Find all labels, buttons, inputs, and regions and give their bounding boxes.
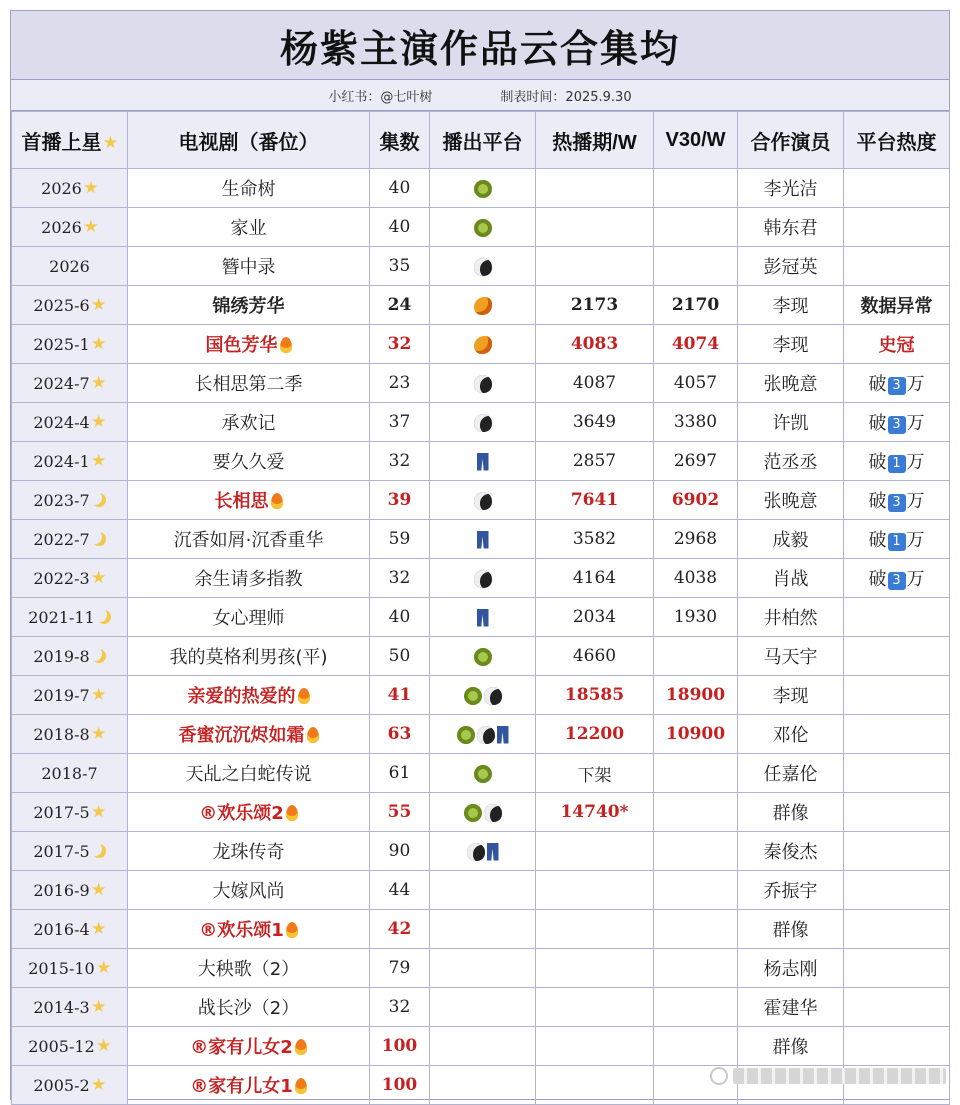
drama-title-cell: 大嫁风尚 bbox=[128, 871, 370, 910]
heat-badge: 1 bbox=[888, 533, 906, 551]
v30-cell bbox=[654, 208, 738, 247]
heat-cell bbox=[844, 754, 950, 793]
heat-badge: 3 bbox=[888, 572, 906, 590]
star-icon bbox=[92, 1078, 106, 1092]
v30-cell bbox=[654, 910, 738, 949]
meta-line bbox=[11, 80, 949, 111]
episodes-cell: 23 bbox=[370, 364, 430, 403]
table-row bbox=[12, 481, 950, 520]
premiere-date-cell: 2015-10 bbox=[12, 949, 128, 988]
star-icon bbox=[92, 805, 106, 819]
table-row bbox=[12, 871, 950, 910]
page-title: 杨紫主演作品云合集均 bbox=[11, 11, 949, 80]
episodes-cell: 100 bbox=[370, 1027, 430, 1066]
episodes-cell: 32 bbox=[370, 988, 430, 1027]
table-row bbox=[12, 403, 950, 442]
platform-cell bbox=[430, 247, 536, 286]
episodes-cell: 41 bbox=[370, 676, 430, 715]
v30-cell bbox=[654, 169, 738, 208]
premiere-date-cell: 2026 bbox=[12, 208, 128, 247]
premiere-date-cell: 2026 bbox=[12, 169, 128, 208]
kiwi-platform-icon bbox=[457, 726, 475, 744]
premiere-date-cell: 2019-8 bbox=[12, 637, 128, 676]
hot-period-cell bbox=[536, 1027, 654, 1066]
episodes-cell: 40 bbox=[370, 208, 430, 247]
heat-cell bbox=[844, 910, 950, 949]
platform-cell bbox=[430, 598, 536, 637]
premiere-date-cell: 2026 bbox=[12, 247, 128, 286]
drama-title-cell: 战长沙（2） bbox=[128, 988, 370, 1027]
drama-title-cell: ®家有儿女1 bbox=[128, 1066, 370, 1105]
premiere-date-cell: 2023-7 bbox=[12, 481, 128, 520]
drama-title-cell: 龙珠传奇 bbox=[128, 832, 370, 871]
platform-cell bbox=[430, 1027, 536, 1066]
fire-icon bbox=[271, 493, 283, 509]
cast-cell: 李现 bbox=[738, 676, 844, 715]
star-icon bbox=[92, 337, 106, 351]
v30-cell bbox=[654, 988, 738, 1027]
heat-cell bbox=[844, 169, 950, 208]
table-row bbox=[12, 208, 950, 247]
drama-title-cell: 亲爱的热爱的 bbox=[128, 676, 370, 715]
premiere-date-cell: 2024-7 bbox=[12, 364, 128, 403]
star-icon bbox=[92, 454, 106, 468]
heat-cell bbox=[844, 676, 950, 715]
ranking-sheet bbox=[10, 10, 950, 1100]
hot-period-cell: 18585 bbox=[536, 676, 654, 715]
drama-title-cell: 要久久爱 bbox=[128, 442, 370, 481]
episodes-cell: 79 bbox=[370, 949, 430, 988]
weibo-logo-icon bbox=[710, 1067, 728, 1085]
episodes-cell: 32 bbox=[370, 325, 430, 364]
drama-title-cell: ®欢乐颂1 bbox=[128, 910, 370, 949]
jeans-platform-icon bbox=[477, 609, 489, 627]
table-row bbox=[12, 364, 950, 403]
made-date: 制表时间：2025.9.30 bbox=[500, 89, 632, 105]
v30-cell: 6902 bbox=[654, 481, 738, 520]
header-platform: 播出平台 bbox=[430, 112, 536, 169]
penguin-platform-icon bbox=[474, 375, 492, 393]
heat-cell: 破 3 万 bbox=[844, 364, 950, 403]
kiwi-platform-icon bbox=[474, 765, 492, 783]
weibo-watermark bbox=[710, 1065, 946, 1087]
header-episodes: 集数 bbox=[370, 112, 430, 169]
table-header-row bbox=[12, 112, 950, 169]
hot-period-cell: 7641 bbox=[536, 481, 654, 520]
platform-cell bbox=[430, 520, 536, 559]
cast-cell: 邓伦 bbox=[738, 715, 844, 754]
mango-platform-icon bbox=[474, 297, 492, 315]
watermark-blurred-text bbox=[733, 1068, 946, 1084]
header-date: 首播上星 bbox=[12, 112, 128, 169]
cast-cell: 李现 bbox=[738, 286, 844, 325]
header-hot-period: 热播期/W bbox=[536, 112, 654, 169]
v30-cell: 4057 bbox=[654, 364, 738, 403]
platform-cell bbox=[430, 325, 536, 364]
star-icon bbox=[84, 181, 98, 195]
cast-cell: 范丞丞 bbox=[738, 442, 844, 481]
table-row bbox=[12, 247, 950, 286]
cast-cell: 马天宇 bbox=[738, 637, 844, 676]
hot-period-cell: 4087 bbox=[536, 364, 654, 403]
hot-period-cell bbox=[536, 832, 654, 871]
heat-badge: 3 bbox=[888, 494, 906, 512]
episodes-cell: 40 bbox=[370, 598, 430, 637]
platform-cell bbox=[430, 286, 536, 325]
heat-badge: 3 bbox=[888, 377, 906, 395]
drama-title-cell: 家业 bbox=[128, 208, 370, 247]
cast-cell: 群像 bbox=[738, 793, 844, 832]
moon-icon bbox=[92, 493, 106, 507]
v30-cell: 10900 bbox=[654, 715, 738, 754]
heat-cell bbox=[844, 1027, 950, 1066]
platform-cell bbox=[430, 637, 536, 676]
hot-period-cell bbox=[536, 169, 654, 208]
cast-cell: 韩东君 bbox=[738, 208, 844, 247]
premiere-date-cell: 2024-1 bbox=[12, 442, 128, 481]
platform-cell bbox=[430, 676, 536, 715]
table-row bbox=[12, 676, 950, 715]
premiere-date-cell: 2005-2 bbox=[12, 1066, 128, 1105]
hot-period-cell: 2173 bbox=[536, 286, 654, 325]
hot-period-cell bbox=[536, 247, 654, 286]
hot-period-cell: 4660 bbox=[536, 637, 654, 676]
fire-icon bbox=[280, 337, 292, 353]
episodes-cell: 37 bbox=[370, 403, 430, 442]
star-icon bbox=[92, 376, 106, 390]
v30-cell bbox=[654, 871, 738, 910]
header-v30: V30/W bbox=[654, 112, 738, 169]
drama-title-cell: 簪中录 bbox=[128, 247, 370, 286]
star-icon bbox=[92, 298, 106, 312]
fire-icon bbox=[295, 1039, 307, 1055]
drama-title-cell: 长相思 bbox=[128, 481, 370, 520]
heat-cell bbox=[844, 793, 950, 832]
drama-title-cell: 香蜜沉沉烬如霜 bbox=[128, 715, 370, 754]
drama-title-cell: 沉香如屑·沉香重华 bbox=[128, 520, 370, 559]
premiere-date-cell: 2017-5 bbox=[12, 793, 128, 832]
moon-icon bbox=[92, 844, 106, 858]
premiere-date-cell: 2016-4 bbox=[12, 910, 128, 949]
heat-text: 史冠 bbox=[878, 335, 915, 356]
drama-title-cell: ®欢乐颂2 bbox=[128, 793, 370, 832]
kiwi-platform-icon bbox=[474, 180, 492, 198]
hot-period-cell bbox=[536, 1066, 654, 1105]
drama-title-cell: ®家有儿女2 bbox=[128, 1027, 370, 1066]
platform-cell bbox=[430, 871, 536, 910]
drama-title-cell: 锦绣芳华 bbox=[128, 286, 370, 325]
heat-badge: 1 bbox=[888, 455, 906, 473]
table-row bbox=[12, 988, 950, 1027]
platform-cell bbox=[430, 403, 536, 442]
table-row bbox=[12, 949, 950, 988]
heat-cell bbox=[844, 637, 950, 676]
cast-cell: 任嘉伦 bbox=[738, 754, 844, 793]
drama-title-cell: 我的莫格利男孩(平) bbox=[128, 637, 370, 676]
source-credit: 小红书：@七叶树 bbox=[328, 89, 433, 105]
star-icon bbox=[92, 883, 106, 897]
table-row bbox=[12, 1027, 950, 1066]
hot-period-cell: 3649 bbox=[536, 403, 654, 442]
episodes-cell: 42 bbox=[370, 910, 430, 949]
platform-cell bbox=[430, 832, 536, 871]
star-icon bbox=[92, 688, 106, 702]
hot-period-cell: 下架 bbox=[536, 754, 654, 793]
premiere-date-cell: 2025-6 bbox=[12, 286, 128, 325]
episodes-cell: 35 bbox=[370, 247, 430, 286]
jeans-platform-icon bbox=[477, 531, 489, 549]
table-row bbox=[12, 286, 950, 325]
table-row bbox=[12, 637, 950, 676]
kiwi-platform-icon bbox=[464, 687, 482, 705]
premiere-date-cell: 2018-7 bbox=[12, 754, 128, 793]
premiere-date-cell: 2005-12 bbox=[12, 1027, 128, 1066]
heat-prefix: 破 bbox=[868, 569, 887, 590]
moon-icon bbox=[92, 532, 106, 546]
cast-cell: 杨志刚 bbox=[738, 949, 844, 988]
heat-cell bbox=[844, 988, 950, 1027]
v30-cell bbox=[654, 247, 738, 286]
v30-cell: 2968 bbox=[654, 520, 738, 559]
cast-cell: 乔振宇 bbox=[738, 871, 844, 910]
premiere-date-cell: 2016-9 bbox=[12, 871, 128, 910]
heat-cell bbox=[844, 832, 950, 871]
table-row bbox=[12, 910, 950, 949]
heat-cell: 破 3 万 bbox=[844, 559, 950, 598]
jeans-platform-icon bbox=[497, 726, 509, 744]
v30-cell bbox=[654, 832, 738, 871]
heat-cell bbox=[844, 715, 950, 754]
penguin-platform-icon bbox=[467, 843, 485, 861]
episodes-cell: 100 bbox=[370, 1066, 430, 1105]
platform-cell bbox=[430, 793, 536, 832]
heat-cell bbox=[844, 871, 950, 910]
hot-period-cell: 2857 bbox=[536, 442, 654, 481]
star-icon bbox=[92, 727, 106, 741]
hot-period-cell: 4164 bbox=[536, 559, 654, 598]
star-icon bbox=[104, 136, 118, 150]
heat-cell bbox=[844, 598, 950, 637]
heat-cell: 破 1 万 bbox=[844, 520, 950, 559]
v30-cell bbox=[654, 949, 738, 988]
platform-cell bbox=[430, 559, 536, 598]
cast-cell: 秦俊杰 bbox=[738, 832, 844, 871]
header-drama: 电视剧（番位） bbox=[128, 112, 370, 169]
header-heat: 平台热度 bbox=[844, 112, 950, 169]
star-icon bbox=[84, 220, 98, 234]
cast-cell: 群像 bbox=[738, 1027, 844, 1066]
v30-cell bbox=[654, 793, 738, 832]
platform-cell bbox=[430, 715, 536, 754]
cast-cell: 彭冠英 bbox=[738, 247, 844, 286]
cast-cell: 霍建华 bbox=[738, 988, 844, 1027]
table-row bbox=[12, 715, 950, 754]
heat-cell: 破 3 万 bbox=[844, 403, 950, 442]
drama-title-cell: 天乩之白蛇传说 bbox=[128, 754, 370, 793]
drama-title-cell: 女心理师 bbox=[128, 598, 370, 637]
heat-cell: 破 3 万 bbox=[844, 481, 950, 520]
hot-period-cell: 4083 bbox=[536, 325, 654, 364]
drama-table bbox=[11, 111, 950, 1105]
drama-title-cell: 长相思第二季 bbox=[128, 364, 370, 403]
platform-cell bbox=[430, 364, 536, 403]
platform-cell bbox=[430, 208, 536, 247]
v30-cell bbox=[654, 754, 738, 793]
cast-cell: 李光洁 bbox=[738, 169, 844, 208]
v30-cell bbox=[654, 1027, 738, 1066]
heat-text: 数据异常 bbox=[860, 296, 933, 317]
cast-cell: 群像 bbox=[738, 910, 844, 949]
star-icon bbox=[97, 1039, 111, 1053]
heat-cell bbox=[844, 247, 950, 286]
platform-cell bbox=[430, 949, 536, 988]
v30-cell: 2170 bbox=[654, 286, 738, 325]
heat-cell bbox=[844, 325, 950, 364]
moon-icon bbox=[97, 610, 111, 624]
penguin-platform-icon bbox=[484, 687, 502, 705]
heat-cell bbox=[844, 286, 950, 325]
penguin-platform-icon bbox=[484, 804, 502, 822]
platform-cell bbox=[430, 481, 536, 520]
platform-cell bbox=[430, 169, 536, 208]
penguin-platform-icon bbox=[474, 258, 492, 276]
v30-cell: 1930 bbox=[654, 598, 738, 637]
hot-period-cell: 2034 bbox=[536, 598, 654, 637]
hot-period-cell: 14740* bbox=[536, 793, 654, 832]
heat-prefix: 破 bbox=[868, 491, 887, 512]
table-row bbox=[12, 442, 950, 481]
table-row bbox=[12, 598, 950, 637]
hot-period-cell bbox=[536, 988, 654, 1027]
episodes-cell: 32 bbox=[370, 559, 430, 598]
hot-period-cell bbox=[536, 871, 654, 910]
v30-cell: 18900 bbox=[654, 676, 738, 715]
jeans-platform-icon bbox=[477, 453, 489, 471]
premiere-date-cell: 2019-7 bbox=[12, 676, 128, 715]
penguin-platform-icon bbox=[474, 492, 492, 510]
episodes-cell: 59 bbox=[370, 520, 430, 559]
hot-period-cell: 3582 bbox=[536, 520, 654, 559]
episodes-cell: 44 bbox=[370, 871, 430, 910]
episodes-cell: 39 bbox=[370, 481, 430, 520]
episodes-cell: 55 bbox=[370, 793, 430, 832]
premiere-date-cell: 2024-4 bbox=[12, 403, 128, 442]
drama-title-cell: 生命树 bbox=[128, 169, 370, 208]
penguin-platform-icon bbox=[477, 726, 495, 744]
premiere-date-cell: 2018-8 bbox=[12, 715, 128, 754]
episodes-cell: 24 bbox=[370, 286, 430, 325]
premiere-date-cell: 2014-3 bbox=[12, 988, 128, 1027]
mango-platform-icon bbox=[474, 336, 492, 354]
table-row bbox=[12, 832, 950, 871]
table-row bbox=[12, 559, 950, 598]
kiwi-platform-icon bbox=[464, 804, 482, 822]
heat-prefix: 破 bbox=[868, 530, 887, 551]
table-row bbox=[12, 520, 950, 559]
heat-cell bbox=[844, 208, 950, 247]
v30-cell: 2697 bbox=[654, 442, 738, 481]
cast-cell: 许凯 bbox=[738, 403, 844, 442]
episodes-cell: 90 bbox=[370, 832, 430, 871]
platform-cell bbox=[430, 910, 536, 949]
heat-prefix: 破 bbox=[868, 413, 887, 434]
premiere-date-cell: 2017-5 bbox=[12, 832, 128, 871]
v30-cell: 3380 bbox=[654, 403, 738, 442]
star-icon bbox=[97, 961, 111, 975]
premiere-date-cell: 2021-11 bbox=[12, 598, 128, 637]
header-cast: 合作演员 bbox=[738, 112, 844, 169]
platform-cell bbox=[430, 442, 536, 481]
heat-cell bbox=[844, 949, 950, 988]
drama-title-cell: 余生请多指教 bbox=[128, 559, 370, 598]
heat-prefix: 破 bbox=[868, 374, 887, 395]
star-icon bbox=[92, 571, 106, 585]
v30-cell bbox=[654, 637, 738, 676]
platform-cell bbox=[430, 988, 536, 1027]
drama-title-cell: 国色芳华 bbox=[128, 325, 370, 364]
moon-icon bbox=[92, 649, 106, 663]
episodes-cell: 32 bbox=[370, 442, 430, 481]
cast-cell: 成毅 bbox=[738, 520, 844, 559]
table-row bbox=[12, 169, 950, 208]
table-row bbox=[12, 793, 950, 832]
episodes-cell: 63 bbox=[370, 715, 430, 754]
fire-icon bbox=[298, 688, 310, 704]
fire-icon bbox=[286, 922, 298, 938]
drama-title-cell: 承欢记 bbox=[128, 403, 370, 442]
heat-cell: 破 1 万 bbox=[844, 442, 950, 481]
heat-prefix: 破 bbox=[868, 452, 887, 473]
table-row bbox=[12, 754, 950, 793]
fire-icon bbox=[286, 805, 298, 821]
v30-cell: 4038 bbox=[654, 559, 738, 598]
platform-cell bbox=[430, 754, 536, 793]
fire-icon bbox=[307, 727, 319, 743]
penguin-platform-icon bbox=[474, 570, 492, 588]
fire-icon bbox=[295, 1078, 307, 1094]
jeans-platform-icon bbox=[487, 843, 499, 861]
star-icon bbox=[92, 415, 106, 429]
cast-cell: 井柏然 bbox=[738, 598, 844, 637]
premiere-date-cell: 2022-3 bbox=[12, 559, 128, 598]
kiwi-platform-icon bbox=[474, 219, 492, 237]
premiere-date-cell: 2025-1 bbox=[12, 325, 128, 364]
hot-period-cell bbox=[536, 949, 654, 988]
cast-cell: 张晚意 bbox=[738, 481, 844, 520]
hot-period-cell bbox=[536, 208, 654, 247]
star-icon bbox=[92, 1000, 106, 1014]
episodes-cell: 61 bbox=[370, 754, 430, 793]
drama-title-cell: 大秧歌（2） bbox=[128, 949, 370, 988]
cast-cell: 肖战 bbox=[738, 559, 844, 598]
v30-cell: 4074 bbox=[654, 325, 738, 364]
episodes-cell: 40 bbox=[370, 169, 430, 208]
penguin-platform-icon bbox=[474, 414, 492, 432]
heat-badge: 3 bbox=[888, 416, 906, 434]
kiwi-platform-icon bbox=[474, 648, 492, 666]
table-row bbox=[12, 325, 950, 364]
premiere-date-cell: 2022-7 bbox=[12, 520, 128, 559]
cast-cell: 李现 bbox=[738, 325, 844, 364]
platform-cell bbox=[430, 1066, 536, 1105]
hot-period-cell: 12200 bbox=[536, 715, 654, 754]
hot-period-cell bbox=[536, 910, 654, 949]
cast-cell: 张晚意 bbox=[738, 364, 844, 403]
episodes-cell: 50 bbox=[370, 637, 430, 676]
star-icon bbox=[92, 922, 106, 936]
